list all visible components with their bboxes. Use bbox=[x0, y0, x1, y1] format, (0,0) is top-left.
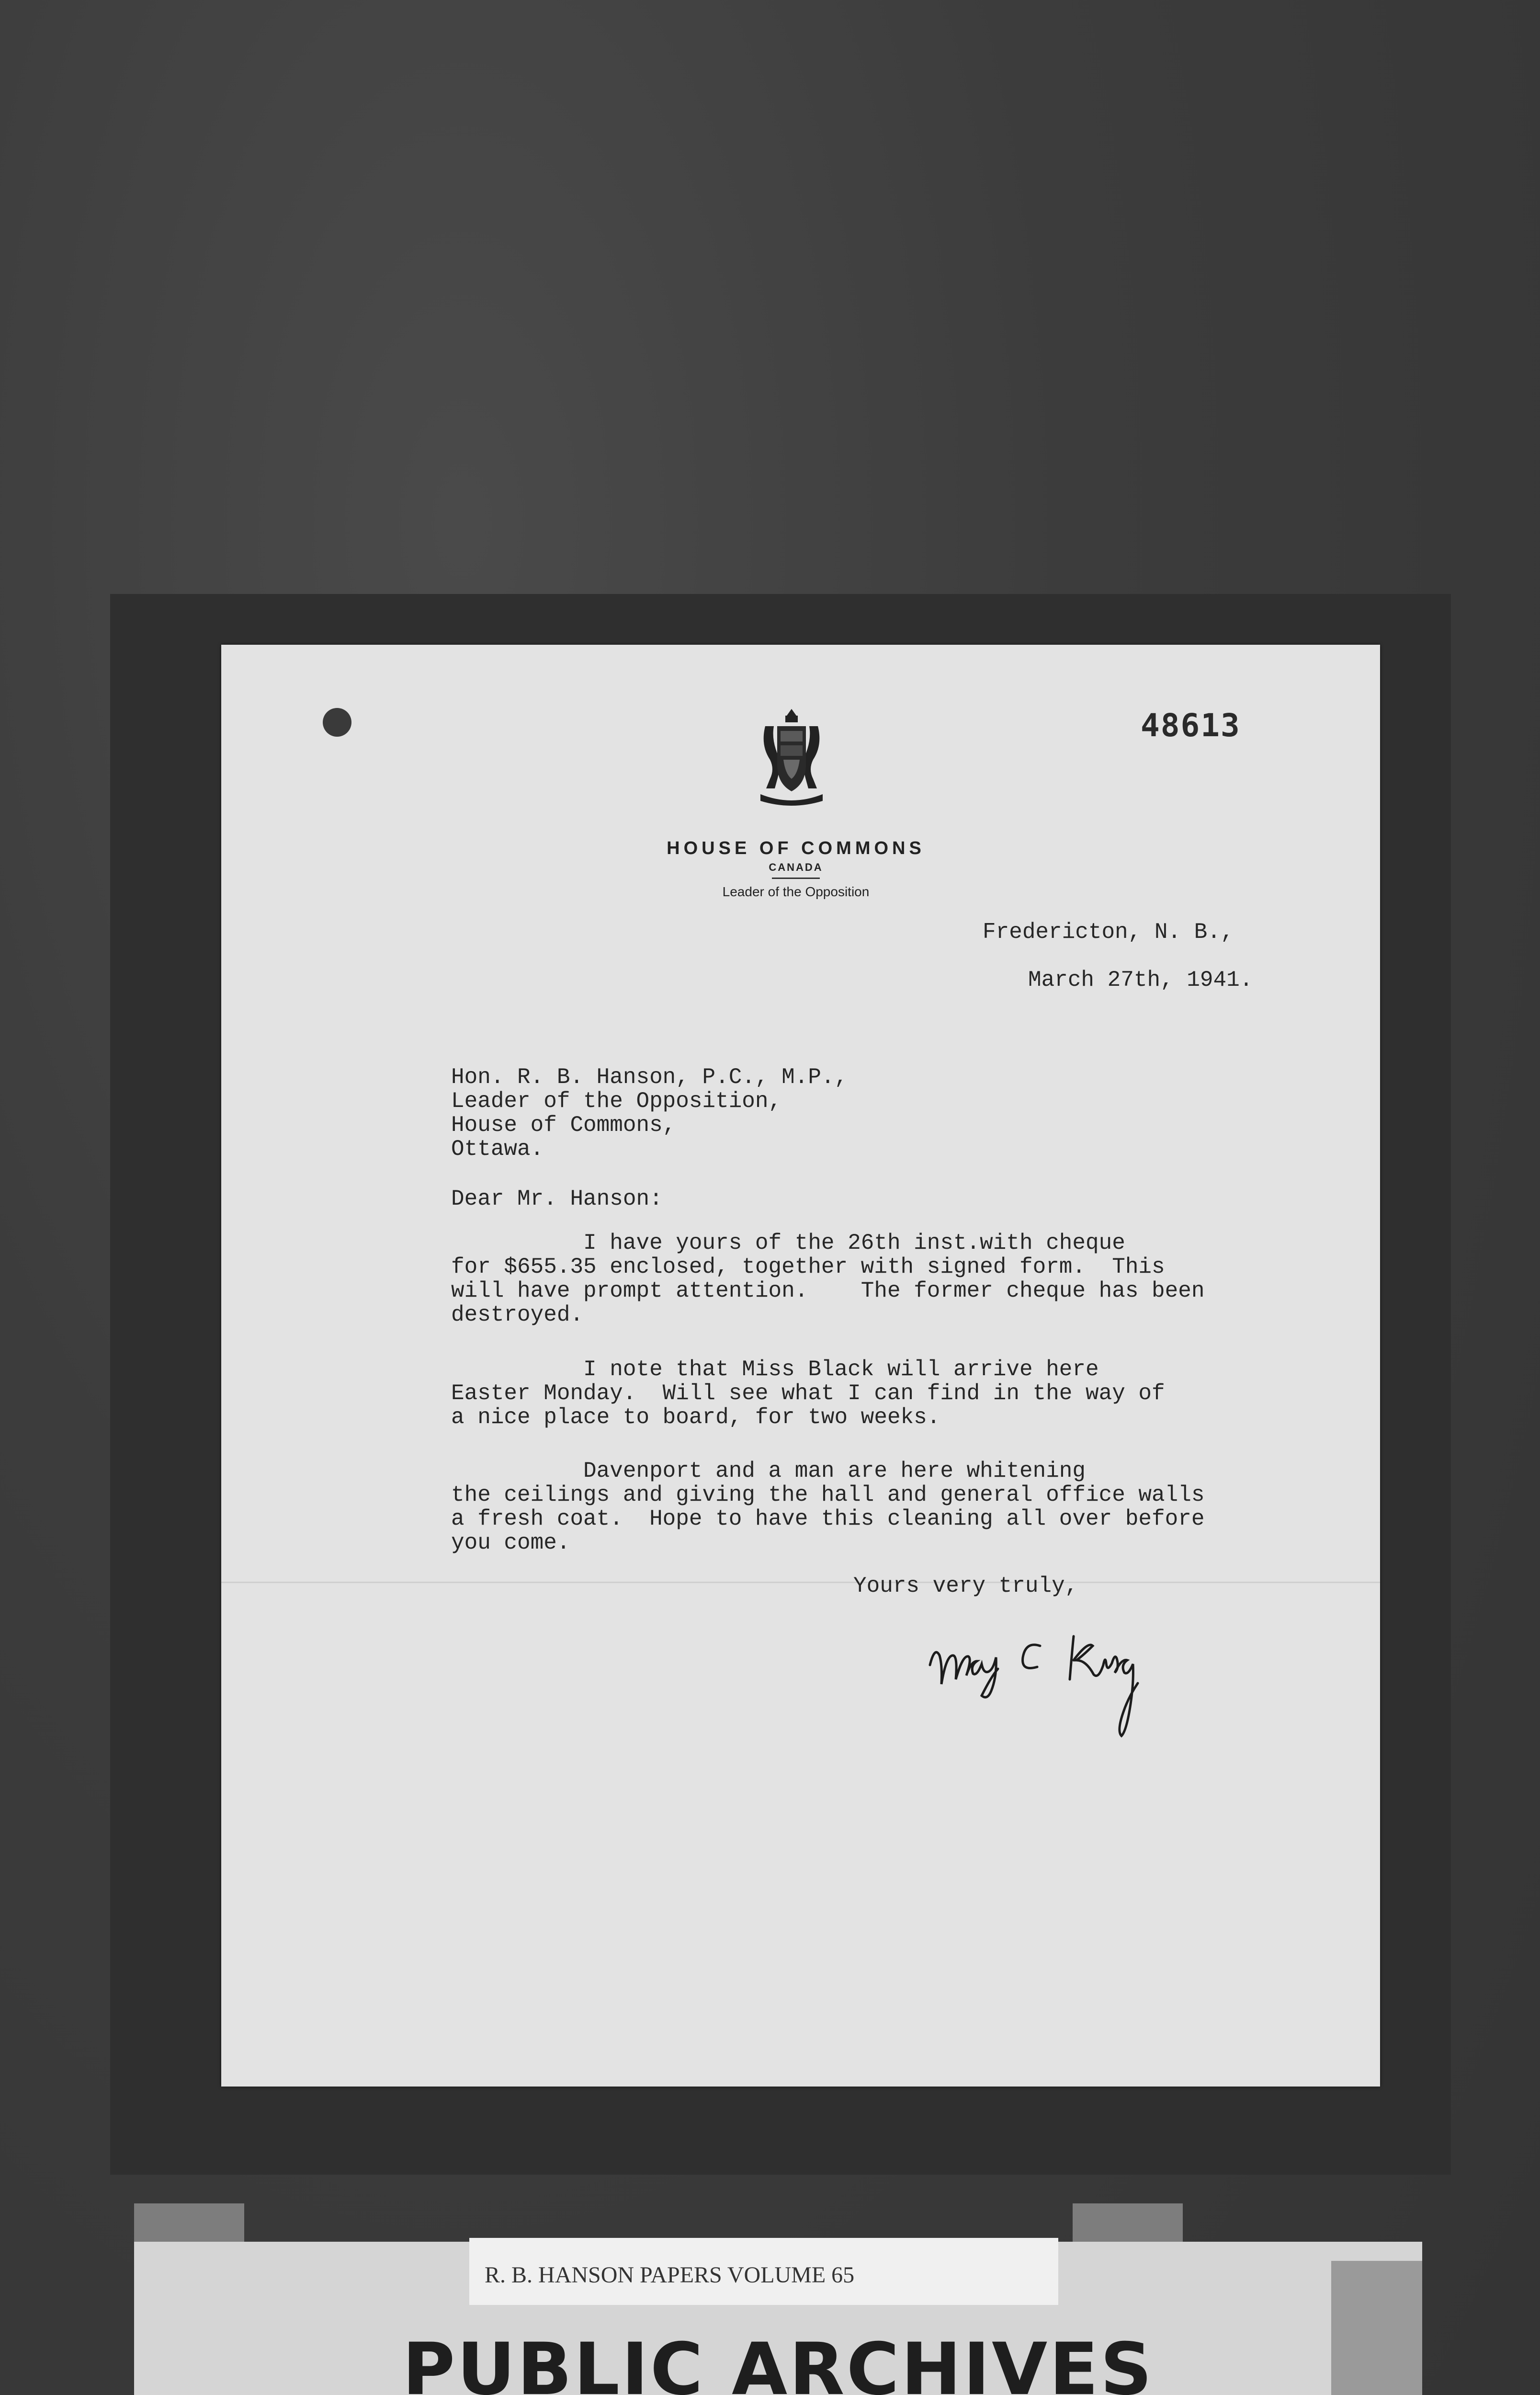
punch-hole bbox=[323, 708, 351, 737]
body-paragraph: I have yours of the 26th inst.with cheque for $655.35 enclosed, together with signed form. This will have prompt attention. The former cheque has been destroyed. bbox=[451, 1231, 1205, 1327]
coat-of-arms-icon bbox=[756, 707, 827, 808]
body-paragraph: I note that Miss Black will arrive here Easter Monday. Will see what I can find in the way of a nice place to board, for two weeks. bbox=[451, 1357, 1165, 1430]
letter-page bbox=[221, 645, 1380, 2087]
letterhead-rule bbox=[772, 878, 820, 879]
document-number: 48613 bbox=[1141, 707, 1241, 744]
body-paragraph: Davenport and a man are here whitening the ceilings and giving the hall and general office walls a fresh coat. Hope to have this cleaning all over before you come. bbox=[451, 1459, 1205, 1555]
letterhead-office: Leader of the Opposition bbox=[722, 884, 870, 899]
recipient-address bbox=[451, 1065, 848, 1161]
letter-place: Fredericton, N. B., bbox=[983, 920, 1234, 945]
address-line: Leader of the Opposition, bbox=[451, 1089, 782, 1114]
closing: Yours very truly, bbox=[853, 1574, 1078, 1598]
letterhead-title: HOUSE OF COMMONS bbox=[667, 838, 925, 858]
salutation: Dear Mr. Hanson: bbox=[451, 1186, 663, 1211]
address-line: House of Commons, bbox=[451, 1113, 676, 1138]
address-line: Ottawa. bbox=[451, 1137, 544, 1162]
fold-line bbox=[221, 1582, 1380, 1583]
letterhead-subtitle: CANADA bbox=[769, 861, 823, 873]
letter-date: March 27th, 1941. bbox=[1028, 968, 1253, 992]
volume-label-text: R. B. HANSON PAPERS VOLUME 65 bbox=[485, 2262, 855, 2288]
handwritten-signature bbox=[920, 1608, 1189, 1751]
address-line: Hon. R. B. Hanson, P.C., M.P., bbox=[451, 1065, 848, 1090]
archive-name-english: PUBLIC ARCHIVES bbox=[402, 2328, 1154, 2395]
